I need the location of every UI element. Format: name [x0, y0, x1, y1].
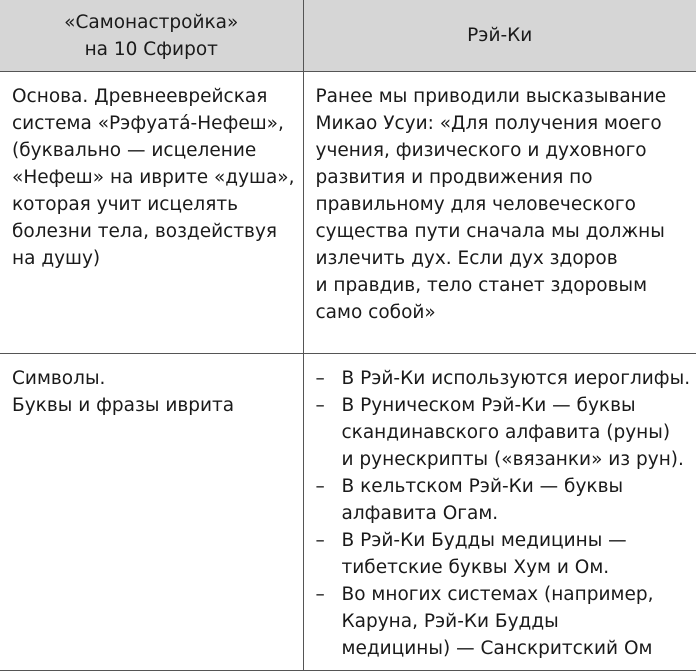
row1-right-line: существа пути сначала мы должны — [315, 221, 665, 242]
list-item-line: тибетские буквы Хум и Ом. — [341, 557, 610, 578]
list-item-line: Каруна, Рэй-Ки Будды — [341, 611, 559, 632]
header-col1 — [0, 0, 303, 72]
dash-marker: – — [315, 368, 325, 389]
row2-left-line: Символы. — [12, 368, 106, 389]
list-item-line: и рунескрипты («вязанки» из рун). — [341, 449, 684, 470]
row1-left-line: которая учит исцелять — [12, 194, 239, 215]
list-item — [316, 581, 685, 662]
row1-left-line: болезни тела, воздействуя — [12, 221, 278, 242]
list-item-line: В кельтском Рэй-Ки — буквы — [341, 476, 624, 497]
row1-left-line: (буквально — исцеление — [12, 140, 257, 161]
dash-marker: – — [315, 584, 325, 605]
row1-right-line: и правдив, тело станет здоровым — [315, 275, 648, 296]
row2-left-cell — [0, 354, 303, 671]
row2-right-cell — [303, 354, 696, 671]
table-row — [0, 72, 696, 354]
header-col1-line1: «Самонастройка» — [64, 11, 239, 33]
row1-left-line: Основа. Древнееврейская — [12, 86, 268, 107]
row1-left-cell — [0, 72, 303, 354]
row1-right-line: само собой» — [315, 302, 436, 323]
row1-right-cell — [303, 72, 696, 354]
list-item — [315, 365, 691, 392]
list-item-line: В Руническом Рэй-Ки — буквы — [341, 395, 636, 416]
header-col2: Рэй-Ки — [303, 0, 696, 72]
row1-right-line: Ранее мы приводили высказывание — [315, 86, 667, 107]
row1-left-line: на душу) — [12, 248, 101, 269]
dash-marker: – — [315, 476, 325, 497]
row1-left-line: система «Рэфуата́-Нефеш», — [12, 113, 284, 134]
dash-marker: – — [315, 395, 325, 416]
list-item-line: скандинавского алфавита (руны) — [341, 422, 671, 443]
header-row — [0, 0, 696, 72]
list-item — [316, 473, 685, 527]
row1-right-line: учения, физического и духовного — [315, 140, 647, 161]
list-item-line: В Рэй-Ки Будды медицины — — [341, 530, 627, 551]
row2-left-line: Буквы и фразы иврита — [12, 395, 235, 416]
table-row — [0, 354, 696, 671]
dash-marker: – — [315, 530, 325, 551]
list-item — [316, 392, 685, 473]
list-item-line: В Рэй-Ки используются иероглифы. — [341, 368, 691, 389]
row1-left-line: «Нефеш» на иврите «душа», — [12, 167, 295, 188]
list-item — [316, 527, 685, 581]
row1-right-line: Микао Усуи: «Для получения моего — [315, 113, 662, 134]
row1-right-line: развития и продвижения по — [315, 167, 593, 188]
list-item-line: Во многих системах (например, — [341, 584, 654, 605]
row1-right-line: правильному для человеческого — [315, 194, 636, 215]
list-item-line: алфавита Огам. — [341, 503, 499, 524]
header-col1-line2: на 10 Сфирот — [84, 38, 218, 60]
list-item-line: медицины) — Санскритский Ом — [341, 638, 653, 659]
symbols-list — [315, 365, 691, 662]
row1-right-line: излечить дух. Если дух здоров — [315, 248, 618, 269]
